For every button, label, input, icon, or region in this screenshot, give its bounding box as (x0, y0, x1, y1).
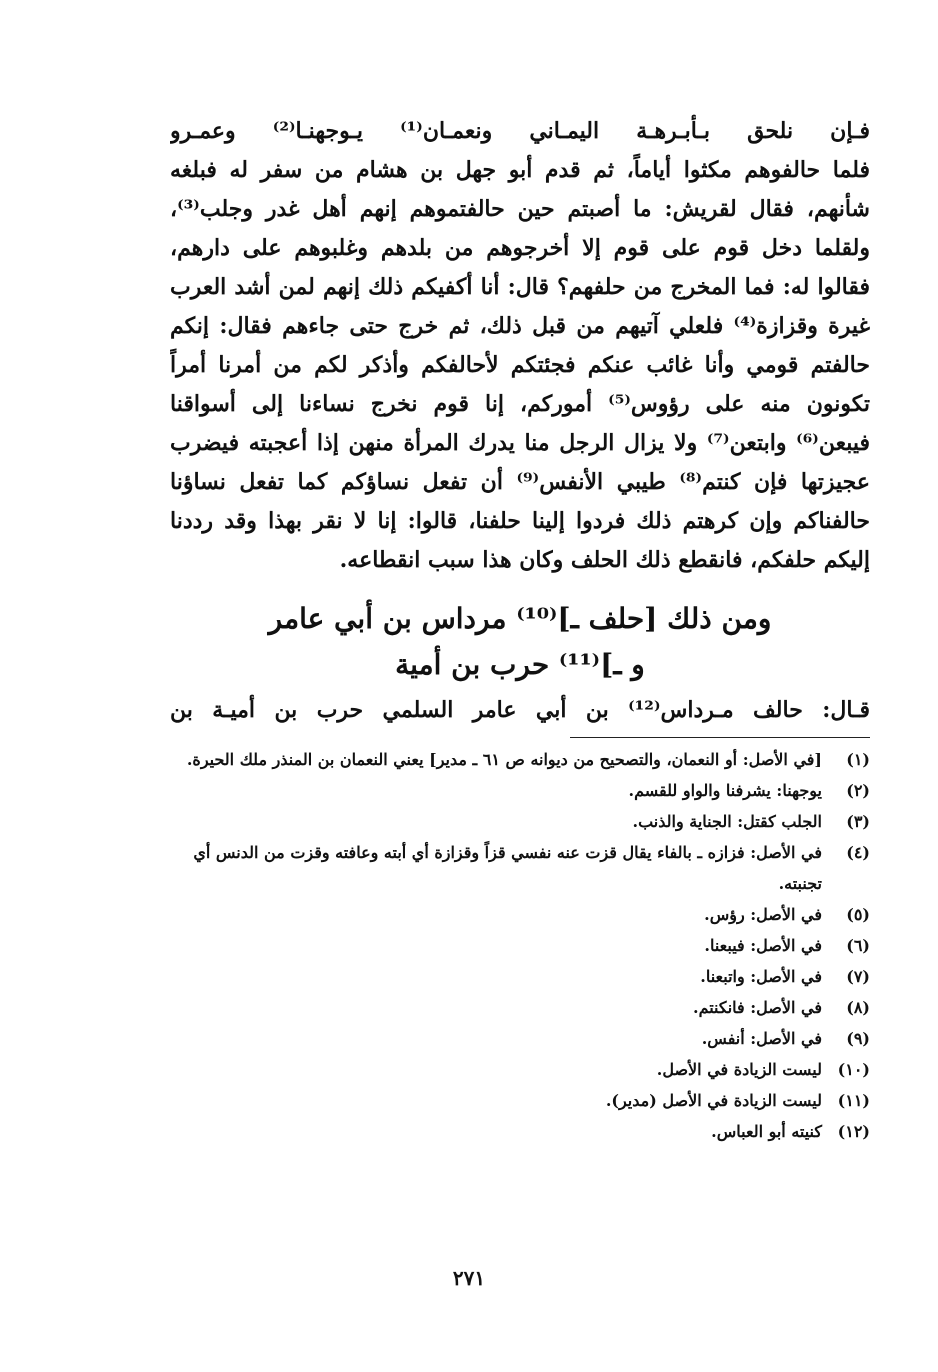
footnote (170, 899, 870, 930)
footnote-text: في الأصل: فزازه ـ بالفاء يقال قزت عنه نفسي قزاً وقزازة أي أبته وعافته وقزت من الدنس أي تجنبته. (193, 843, 822, 893)
footnote-divider (570, 737, 870, 738)
footnote (170, 992, 870, 1023)
footnote-text: في الأصل: واتبعنا. (700, 967, 822, 986)
text-line: تكونون منه على رؤوس⁽⁵⁾ أموركم، إنا قوم نخرج نساءنا إلى أسواقنا (170, 391, 870, 417)
footnote-text: في الأصل: فيبعنا. (704, 936, 822, 955)
footnote-text: في الأصل: رؤس. (704, 905, 822, 924)
footnote (170, 961, 870, 992)
footnote-number: (١٢) (837, 1122, 870, 1141)
text-line: عجيزتها فإن كنتم⁽⁸⁾ طيبي الأنفس⁽⁹⁾ أن تفعل نساؤكم كما تفعل نساؤنا (170, 469, 870, 495)
footnote-text: ليست الزيادة في الأصل. (656, 1060, 822, 1079)
main-text (170, 112, 870, 580)
footnote (170, 930, 870, 961)
footnote (170, 1054, 870, 1085)
text-line: فلما حالفوهم مكثوا أياماً، ثم قدم أبو جهل بن هشام من سفر له فبلغه (170, 157, 870, 183)
text-line: حالفتم قومي وأنا غائب عنكم فجئتكم لأحالفكم وأذكر لكم من أمرنا أمراً (170, 352, 870, 378)
footnote (170, 775, 870, 806)
footnote (170, 837, 870, 899)
page-number: ٢٧١ (452, 1266, 486, 1290)
footnote-text: ليست الزيادة في الأصل (مدير). (605, 1091, 822, 1110)
footnote-text: في الأصل: فانكنتم. (693, 998, 822, 1017)
section-heading-line-2: و ـ]⁽¹¹⁾ حرب بن أمية (395, 648, 645, 681)
footnote-number: (٨) (846, 998, 870, 1017)
footnote-text: في الأصل: أنفس. (701, 1029, 822, 1048)
footnote-number: (٩) (846, 1029, 870, 1048)
footnote-number: (٧) (846, 967, 870, 986)
footnote-text: [في الأصل: أو النعمان، والتصحيح من ديوانه ص ٦١ ـ مدير] يعني النعمان بن المنذر ملك الحيرة. (186, 750, 822, 769)
text-line: شأنهم، فقال لقريش: ما أصبتم حين حالفتموهم إنهم أهل غدر وجلب⁽³⁾، (170, 196, 870, 222)
footnote-number: (٤) (846, 843, 870, 862)
footnote-number: (٣) (846, 812, 870, 831)
footnote (170, 744, 870, 775)
text-line: فقالوا له: فما المخرج من حلفهم؟ قال: أنا أكفيكم ذلك إنهم لمن أشد العرب (170, 274, 870, 300)
text-line: ولقلما دخل قوم على قوم إلا أخرجوهم من بلدهم وغلبوهم على دارهم، (170, 235, 870, 261)
footnote-text: يوجهنا: يشرفنا والواو للقسم. (628, 781, 822, 800)
footnote (170, 1085, 870, 1116)
text-line: غيرة وقزازة⁽⁴⁾ فلعلي آتيهم من قبل ذلك، ثم خرج حتى جاءهم فقال: إنكم (170, 313, 870, 339)
text-line: حالفناكم وإن كرهتم ذلك فردوا إلينا حلفنا، قالوا: إنا لا نقر بهذا وقد رددنا (170, 508, 870, 534)
footnote-number: (١١) (837, 1091, 870, 1110)
footnote-number: (٢) (846, 781, 870, 800)
footnote-number: (١٠) (837, 1060, 870, 1079)
text-line: فيبعن⁽⁶⁾ وابتعن⁽⁷⁾ ولا يزال الرجل منا يدرك المرأة منهن إذا أعجبته فيضرب (170, 430, 870, 456)
section-intro-line: قـال: حالف مـرداس⁽¹²⁾ بن أبي عامر السلمي حرب بن أميـة بن (170, 697, 870, 723)
section-heading-line-1: ومن ذلك [حلف ـ]⁽¹⁰⁾ مرداس بن أبي عامر (268, 602, 772, 635)
footnote (170, 806, 870, 837)
poem-verse-line: فـإن نلحق بـأبـرهـة اليمـاني ونعمـان⁽¹⁾ يـوجهنـا⁽²⁾ وعمـرو (170, 118, 870, 144)
text-line: إليكم حلفكم، فانقطع ذلك الحلف وكان هذا سبب انقطاعه. (339, 547, 870, 573)
footnote (170, 1116, 870, 1147)
footnote (170, 1023, 870, 1054)
footnote-text: كنيته أبو العباس. (711, 1122, 822, 1141)
footnotes (170, 744, 870, 1147)
footnote-number: (١) (846, 750, 870, 769)
footnote-number: (٥) (846, 905, 870, 924)
footnote-text: الجلب كقتل: الجناية والذنب. (632, 812, 822, 831)
footnote-number: (٦) (846, 936, 870, 955)
